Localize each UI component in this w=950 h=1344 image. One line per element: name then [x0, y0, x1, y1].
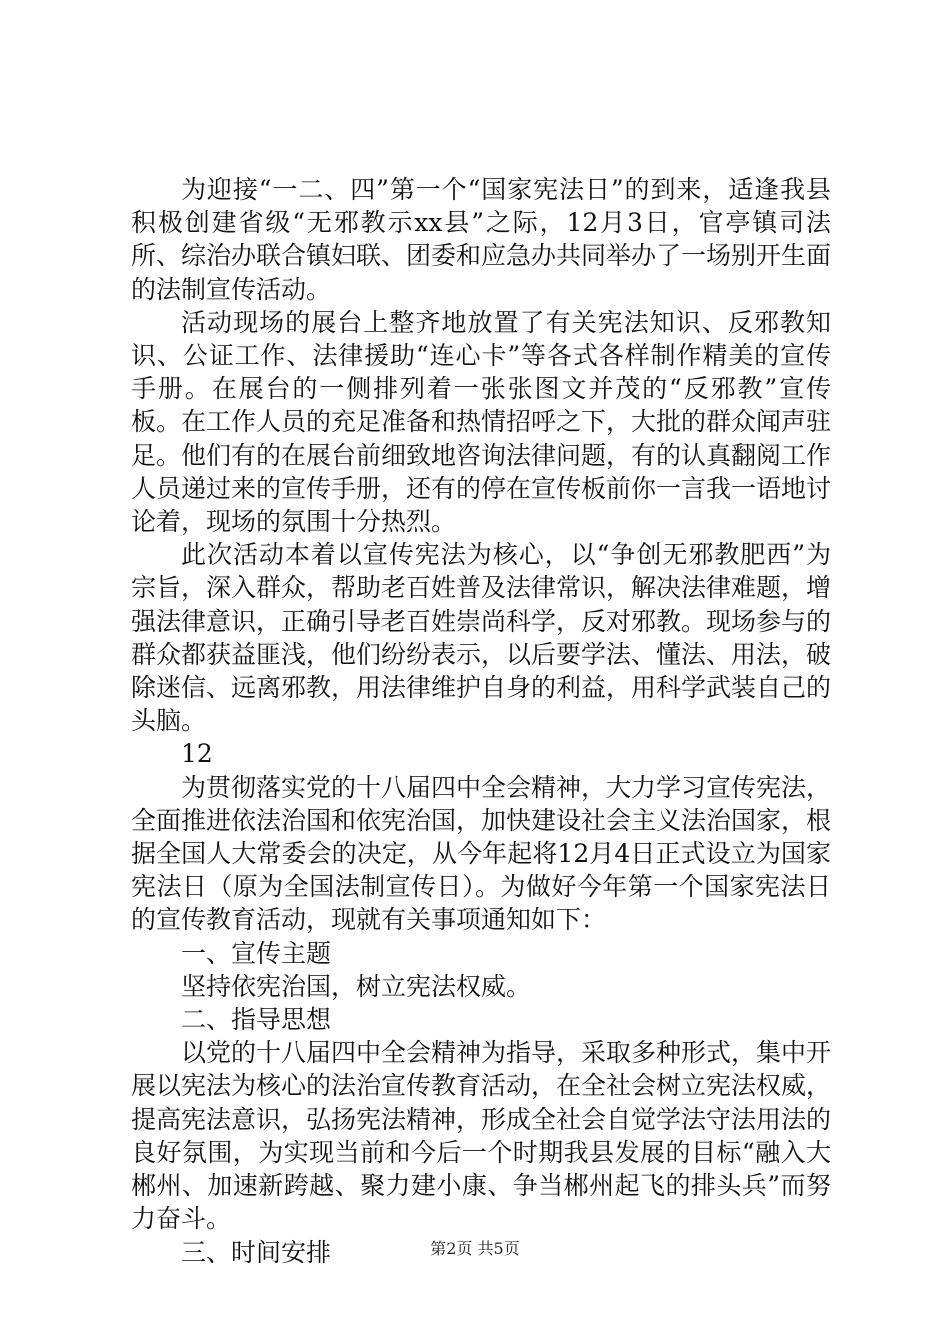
- paragraph-theme: 坚持依宪治国，树立宪法权威。: [181, 971, 532, 1001]
- paragraph-notice-intro: 为贯彻落实党的十八届四中全会精神，大力学习宣传宪法，全面推进依法治国和依宪治国，加快建设社会主义法治国家，根据全国人大常委会的决定，从今年起将12月4日正式设立为国家宪法日（原为全国法制宣传日）。为做好今年第一个国家宪法日的宣传教育活动，现就有关事项通知如下：: [131, 772, 832, 935]
- page-footer: [0, 1239, 950, 1259]
- paragraph-activity-purpose: 此次活动本着以宣传宪法为核心，以“争创无邪教肥西”为宗旨，深入群众，帮助老百姓普及法律常识，解决法律难题，增强法律意识，正确引导老百姓崇尚科学，反对邪教。现场参与的群众都获益匪浅，他们纷纷表示，以后要学法、懂法、用法，破除迷信、远离邪教，用法律维护自身的利益，用科学武装自己的头脑。: [131, 540, 832, 736]
- document-body: [131, 173, 831, 1269]
- section-heading-theme: 一、宣传主题: [181, 938, 332, 968]
- page-number-label: 第2页 共5页: [430, 1239, 520, 1258]
- paragraph-activity-scene: 活动现场的展台上整齐地放置了有关宪法知识、反邪教知识、公证工作、法律援助“连心卡”等各式各样制作精美的宣传手册。在展台的一侧排列着一张张图文并茂的“反邪教”宣传板。在工作人员的充足准备和热情招呼之下，大批的群众闻声驻足。他们有的在展台前细致地咨询法律问题，有的认真翻阅工作人员递过来的宣传手册，还有的停在宣传板前你一言我一语地讨论着，现场的氛围十分热烈。: [131, 307, 832, 537]
- section-heading-guiding-thought: 二、指导思想: [181, 1005, 332, 1035]
- paragraph-intro: 为迎接“一二、四”第一个“国家宪法日”的到来，适逢我县积极创建省级“无邪教示xx县”之际，12月3日，官亭镇司法所、综治办联合镇妇联、团委和应急办共同举办了一场别开生面的法制宣传活动。: [131, 175, 832, 304]
- paragraph-guiding-thought: 以党的十八届四中全会精神为指导，采取多种形式，集中开展以宪法为核心的法治宣传教育活动，在全社会树立宪法权威，提高宪法意识，弘扬宪法精神，形成全社会自觉学法守法用法的良好氛围，为实现当前和今后一个时期我县发展的目标“融入大郴州、加速新跨越、聚力建小康、争当郴州起飞的排头兵”而努力奋斗。: [131, 1038, 832, 1234]
- section-heading-schedule: 三、时间安排: [181, 1237, 332, 1267]
- paragraph-number: 12: [181, 739, 213, 769]
